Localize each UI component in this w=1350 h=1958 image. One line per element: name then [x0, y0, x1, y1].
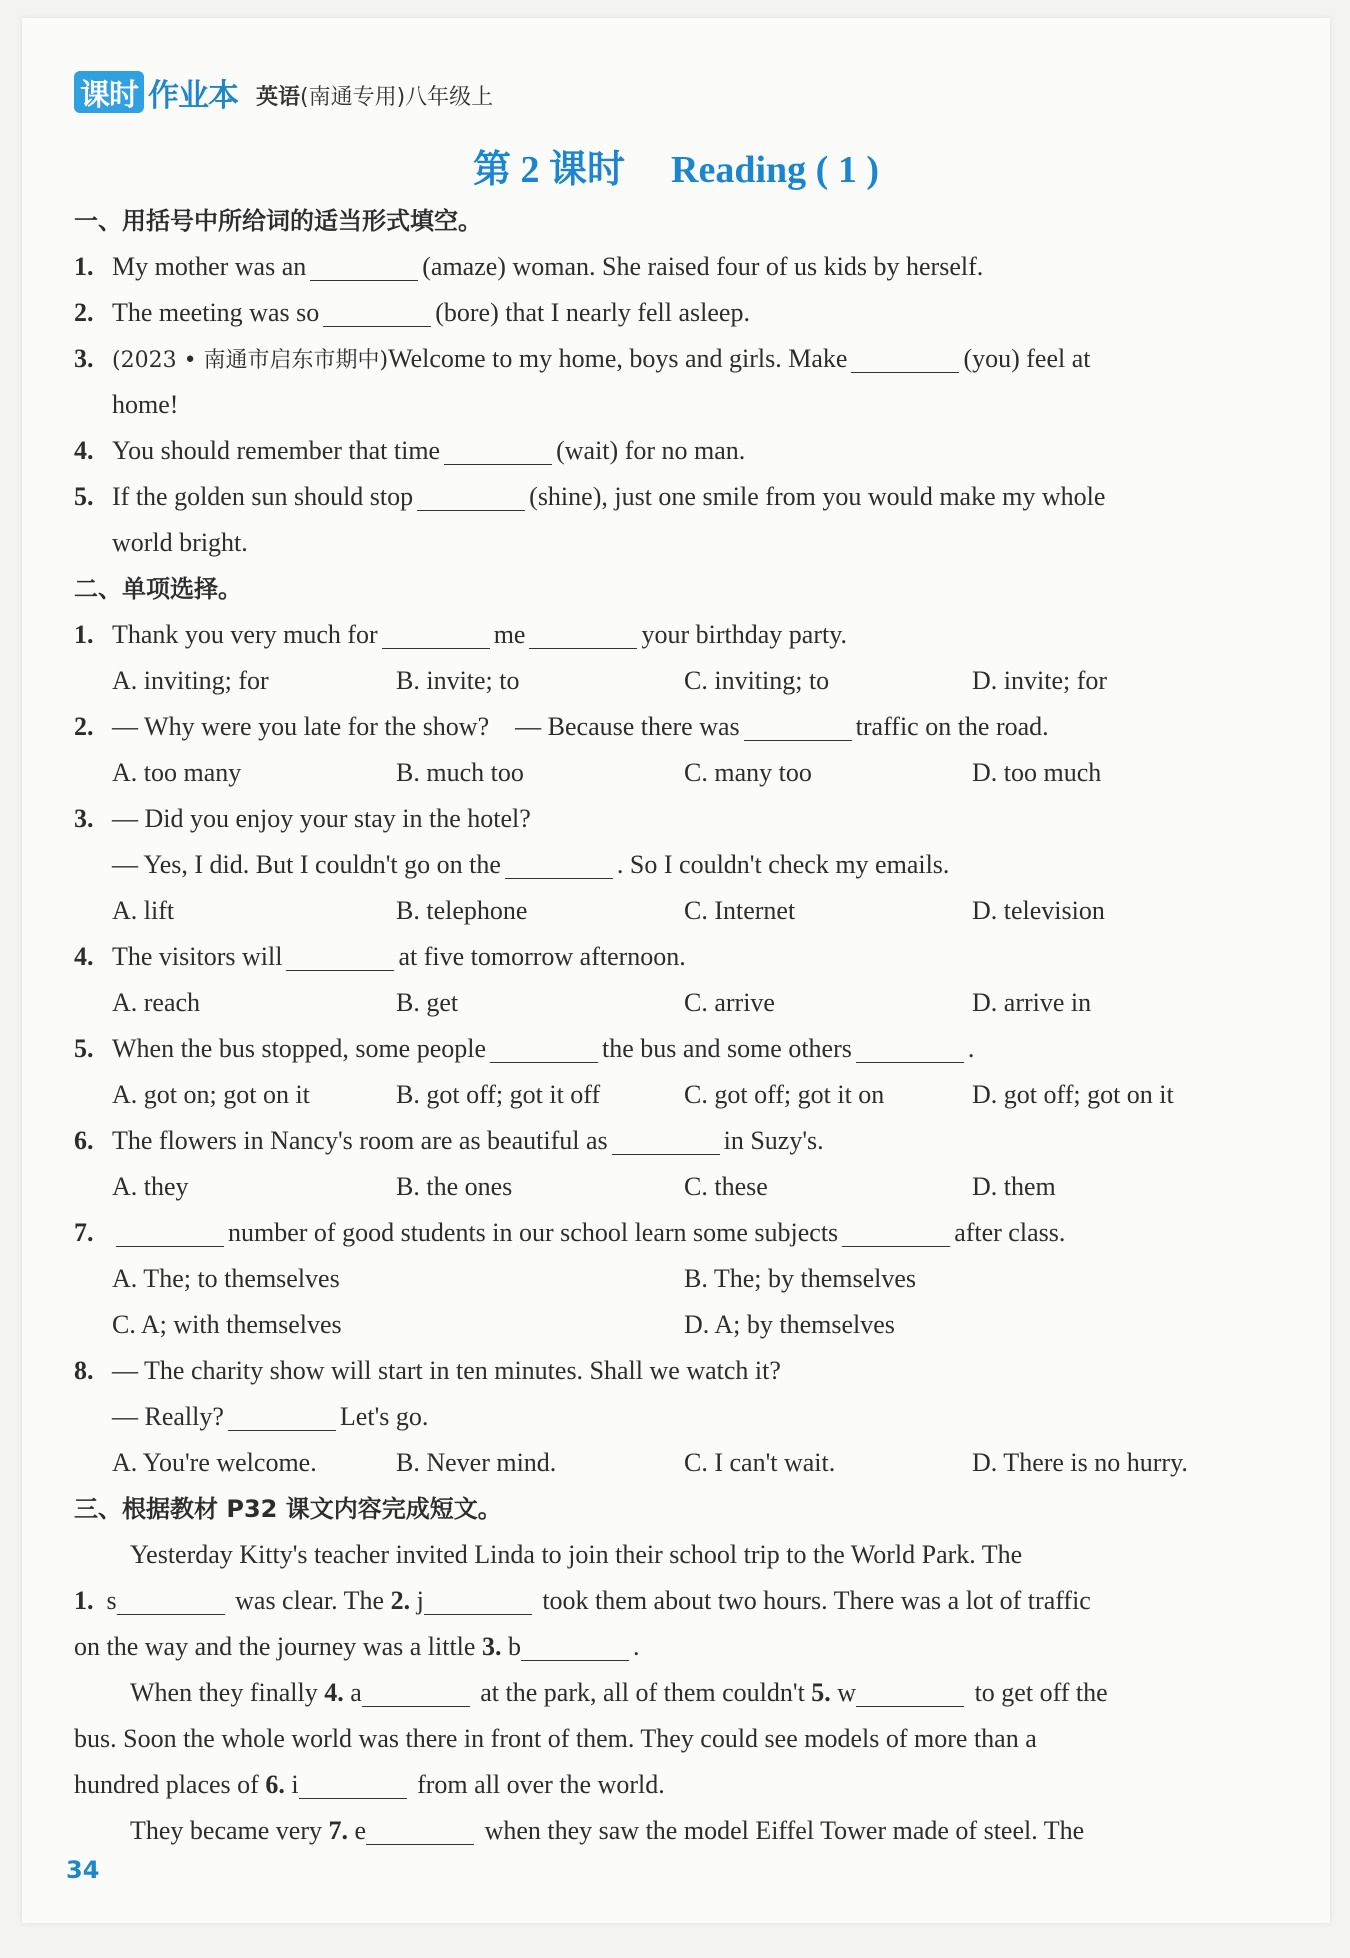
option-a[interactable]: A. got on; got on it — [112, 1080, 310, 1109]
option-c[interactable]: C. inviting; to — [684, 666, 830, 695]
answer-blank[interactable] — [612, 1124, 720, 1155]
passage-line: hundred places of 6. i from all over the world. — [74, 1770, 665, 1799]
option-a[interactable]: A. lift — [112, 896, 175, 925]
option-c[interactable]: C. A; with themselves — [112, 1310, 342, 1339]
s1-question-5: 5. If the golden sun should stop (shine), just one smile from you would make my whole — [74, 482, 1106, 511]
page-number: 34 — [66, 1856, 100, 1884]
answer-blank[interactable] — [842, 1216, 950, 1247]
s2-q3-options — [74, 888, 1268, 934]
s2-question-3-reply: — Yes, I did. But I couldn't go on the . So I couldn't check my emails. — [112, 850, 950, 879]
passage-line: 1. s was clear. The 2. j took them about two hours. There was a lot of traffic — [74, 1586, 1091, 1615]
answer-blank[interactable] — [529, 618, 637, 649]
option-c[interactable]: C. got off; got it on — [684, 1080, 885, 1109]
option-a[interactable]: A. inviting; for — [112, 666, 269, 695]
s1-question-3: 3. (2023 • 南通市启东市期中)Welcome to my home, boys and girls. Make (you) feel at — [74, 344, 1091, 373]
book-header — [74, 68, 493, 116]
option-a[interactable]: A. You're welcome. — [112, 1448, 317, 1477]
passage-line: Yesterday Kitty's teacher invited Linda to join their school trip to the World Park. The — [130, 1540, 1023, 1569]
s2-question-1: 1. Thank you very much for me your birthday party. — [74, 620, 848, 649]
option-c[interactable]: C. these — [684, 1172, 768, 1201]
passage-line: They became very 7. e when they saw the model Eiffel Tower made of steel. The — [130, 1816, 1085, 1845]
s2-question-4: 4. The visitors will at five tomorrow afternoon. — [74, 942, 686, 971]
answer-blank[interactable] — [117, 1584, 225, 1615]
s2-question-7: 7. number of good students in our school learn some subjects after class. — [74, 1218, 1066, 1247]
s1-question-3-cont: home! — [112, 390, 179, 419]
answer-blank[interactable] — [323, 296, 431, 327]
answer-blank[interactable] — [310, 250, 418, 281]
s2-question-5: 5. When the bus stopped, some people the bus and some others . — [74, 1034, 975, 1063]
s2-question-8: 8. — The charity show will start in ten minutes. Shall we watch it? — [74, 1356, 781, 1385]
option-b[interactable]: B. the ones — [396, 1172, 513, 1201]
answer-blank[interactable] — [299, 1768, 407, 1799]
s2-q5-options — [74, 1072, 1268, 1118]
option-a[interactable]: A. The; to themselves — [112, 1264, 340, 1293]
s1-question-4: 4. You should remember that time (wait) for no man. — [74, 436, 746, 465]
option-d[interactable]: D. got off; got on it — [972, 1080, 1174, 1109]
answer-blank[interactable] — [505, 848, 613, 879]
option-d[interactable]: D. invite; for — [972, 666, 1108, 695]
option-b[interactable]: B. telephone — [396, 896, 528, 925]
answer-blank[interactable] — [382, 618, 490, 649]
workbook-page — [22, 18, 1330, 1923]
passage-line: bus. Soon the whole world was there in front of them. They could see models of more than a — [74, 1724, 1037, 1753]
s2-q1-options — [74, 658, 1268, 704]
section-1-heading: 一、用括号中所给词的适当形式填空。 — [74, 207, 482, 235]
option-d[interactable]: D. too much — [972, 758, 1102, 787]
answer-blank[interactable] — [362, 1676, 470, 1707]
option-d[interactable]: D. them — [972, 1172, 1056, 1201]
answer-blank[interactable] — [417, 480, 525, 511]
answer-blank[interactable] — [116, 1216, 224, 1247]
answer-blank[interactable] — [424, 1584, 532, 1615]
option-b[interactable]: B. The; by themselves — [684, 1264, 917, 1293]
option-a[interactable]: A. they — [112, 1172, 189, 1201]
book-subject: 英语(南通专用)八年级上 — [256, 84, 494, 110]
s1-question-2: 2. The meeting was so (bore) that I nearly fell asleep. — [74, 298, 750, 327]
exercise-content — [74, 198, 1268, 1854]
answer-blank[interactable] — [490, 1032, 598, 1063]
book-logo-text: 作业本 — [148, 77, 238, 114]
answer-blank[interactable] — [856, 1676, 964, 1707]
option-b[interactable]: B. invite; to — [396, 666, 520, 695]
s1-question-1: 1. My mother was an (amaze) woman. She raised four of us kids by herself. — [74, 252, 984, 281]
answer-blank[interactable] — [228, 1400, 336, 1431]
option-a[interactable]: A. reach — [112, 988, 201, 1017]
passage-line: When they finally 4. a at the park, all of them couldn't 5. w to get off the — [130, 1678, 1108, 1707]
s2-question-3: 3. — Did you enjoy your stay in the hotel? — [74, 804, 531, 833]
s2-question-2: 2. — Why were you late for the show? — Because there was traffic on the road. — [74, 712, 1049, 741]
s2-q4-options — [74, 980, 1268, 1026]
s2-question-6: 6. The flowers in Nancy's room are as beautiful as in Suzy's. — [74, 1126, 824, 1155]
passage-line: on the way and the journey was a little 3. b . — [74, 1632, 640, 1661]
option-b[interactable]: B. get — [396, 988, 459, 1017]
option-c[interactable]: C. arrive — [684, 988, 775, 1017]
option-c[interactable]: C. many too — [684, 758, 812, 787]
section-3-heading: 三、根据教材 P32 课文内容完成短文。 — [74, 1495, 502, 1523]
question-source: (2023 • 南通市启东市期中) — [112, 348, 389, 373]
option-d[interactable]: D. A; by themselves — [684, 1310, 895, 1339]
s2-q6-options — [74, 1164, 1268, 1210]
answer-blank[interactable] — [851, 342, 959, 373]
answer-blank[interactable] — [744, 710, 852, 741]
section-2-heading: 二、单项选择。 — [74, 575, 242, 603]
option-d[interactable]: D. arrive in — [972, 988, 1092, 1017]
answer-blank[interactable] — [366, 1814, 474, 1845]
answer-blank[interactable] — [444, 434, 552, 465]
option-b[interactable]: B. much too — [396, 758, 524, 787]
s1-question-5-cont: world bright. — [112, 528, 248, 557]
option-b[interactable]: B. Never mind. — [396, 1448, 557, 1477]
s2-q2-options — [74, 750, 1268, 796]
answer-blank[interactable] — [856, 1032, 964, 1063]
s2-q7-options-ab — [74, 1256, 1268, 1302]
option-d[interactable]: D. There is no hurry. — [972, 1448, 1188, 1477]
lesson-title: 第 2 课时 Reading ( 1 ) — [473, 149, 879, 191]
s2-q7-options-cd — [74, 1302, 1268, 1348]
answer-blank[interactable] — [286, 940, 394, 971]
option-c[interactable]: C. Internet — [684, 896, 796, 925]
option-d[interactable]: D. television — [972, 896, 1105, 925]
option-b[interactable]: B. got off; got it off — [396, 1080, 601, 1109]
s2-question-8-reply: — Really? Let's go. — [112, 1402, 429, 1431]
book-logo-mark: 课时 — [74, 71, 144, 113]
option-c[interactable]: C. I can't wait. — [684, 1448, 836, 1477]
s2-q8-options — [74, 1440, 1268, 1486]
option-a[interactable]: A. too many — [112, 758, 242, 787]
answer-blank[interactable] — [521, 1630, 629, 1661]
